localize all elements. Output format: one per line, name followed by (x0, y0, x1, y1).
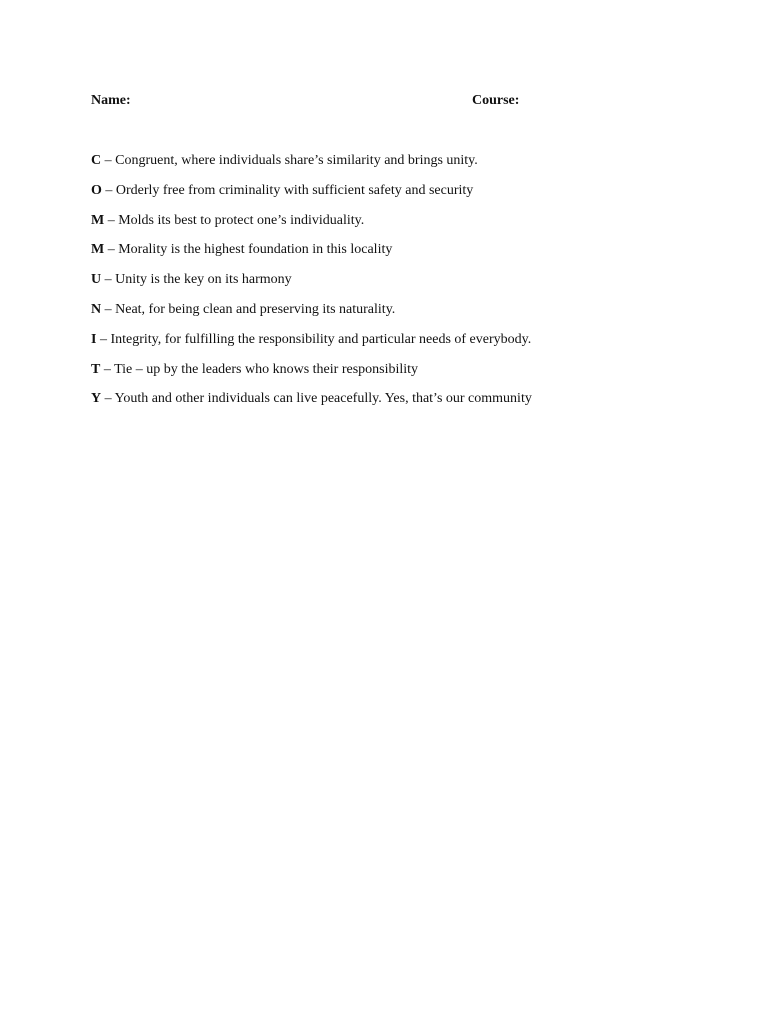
acrostic-line-m (91, 212, 691, 242)
acrostic-line-n (91, 301, 691, 331)
acrostic-text: – Unity is the key on its harmony (101, 272, 292, 288)
acrostic-letter: M (91, 242, 105, 258)
document-header (0, 93, 768, 113)
acrostic-line-i (91, 331, 691, 361)
acrostic-text: – Orderly free from criminality with sufficient safety and security (101, 182, 474, 198)
acrostic-text: – Integrity, for fulfilling the responsibility and particular needs of everybody. (96, 331, 532, 347)
acrostic-text: – Youth and other individuals can live peacefully. Yes, that’s our community (101, 391, 532, 407)
acrostic-line-t (91, 361, 691, 391)
acrostic-list (91, 152, 691, 420)
acrostic-letter: N (91, 301, 102, 317)
acrostic-line-u (91, 271, 691, 301)
acrostic-line-o (91, 182, 691, 212)
acrostic-text: – Tie – up by the leaders who knows their responsibility (100, 361, 419, 377)
course-label: Course: (472, 93, 520, 108)
acrostic-text: – Neat, for being clean and preserving its naturality. (101, 301, 396, 317)
acrostic-letter: M (91, 212, 105, 228)
acrostic-text: – Molds its best to protect one’s individuality. (104, 212, 365, 228)
acrostic-line-c (91, 152, 691, 182)
acrostic-text: – Congruent, where individuals share’s similarity and brings unity. (101, 153, 478, 168)
acrostic-letter: T (91, 361, 101, 377)
acrostic-line-m2 (91, 241, 691, 271)
acrostic-letter: O (91, 182, 102, 198)
acrostic-letter: Y (91, 391, 102, 407)
acrostic-text: – Morality is the highest foundation in this locality (104, 242, 393, 258)
acrostic-letter: I (91, 331, 97, 347)
acrostic-letter: U (91, 272, 102, 288)
acrostic-line-y (91, 390, 691, 420)
acrostic-letter: C (91, 153, 102, 168)
name-label: Name: (91, 93, 131, 108)
